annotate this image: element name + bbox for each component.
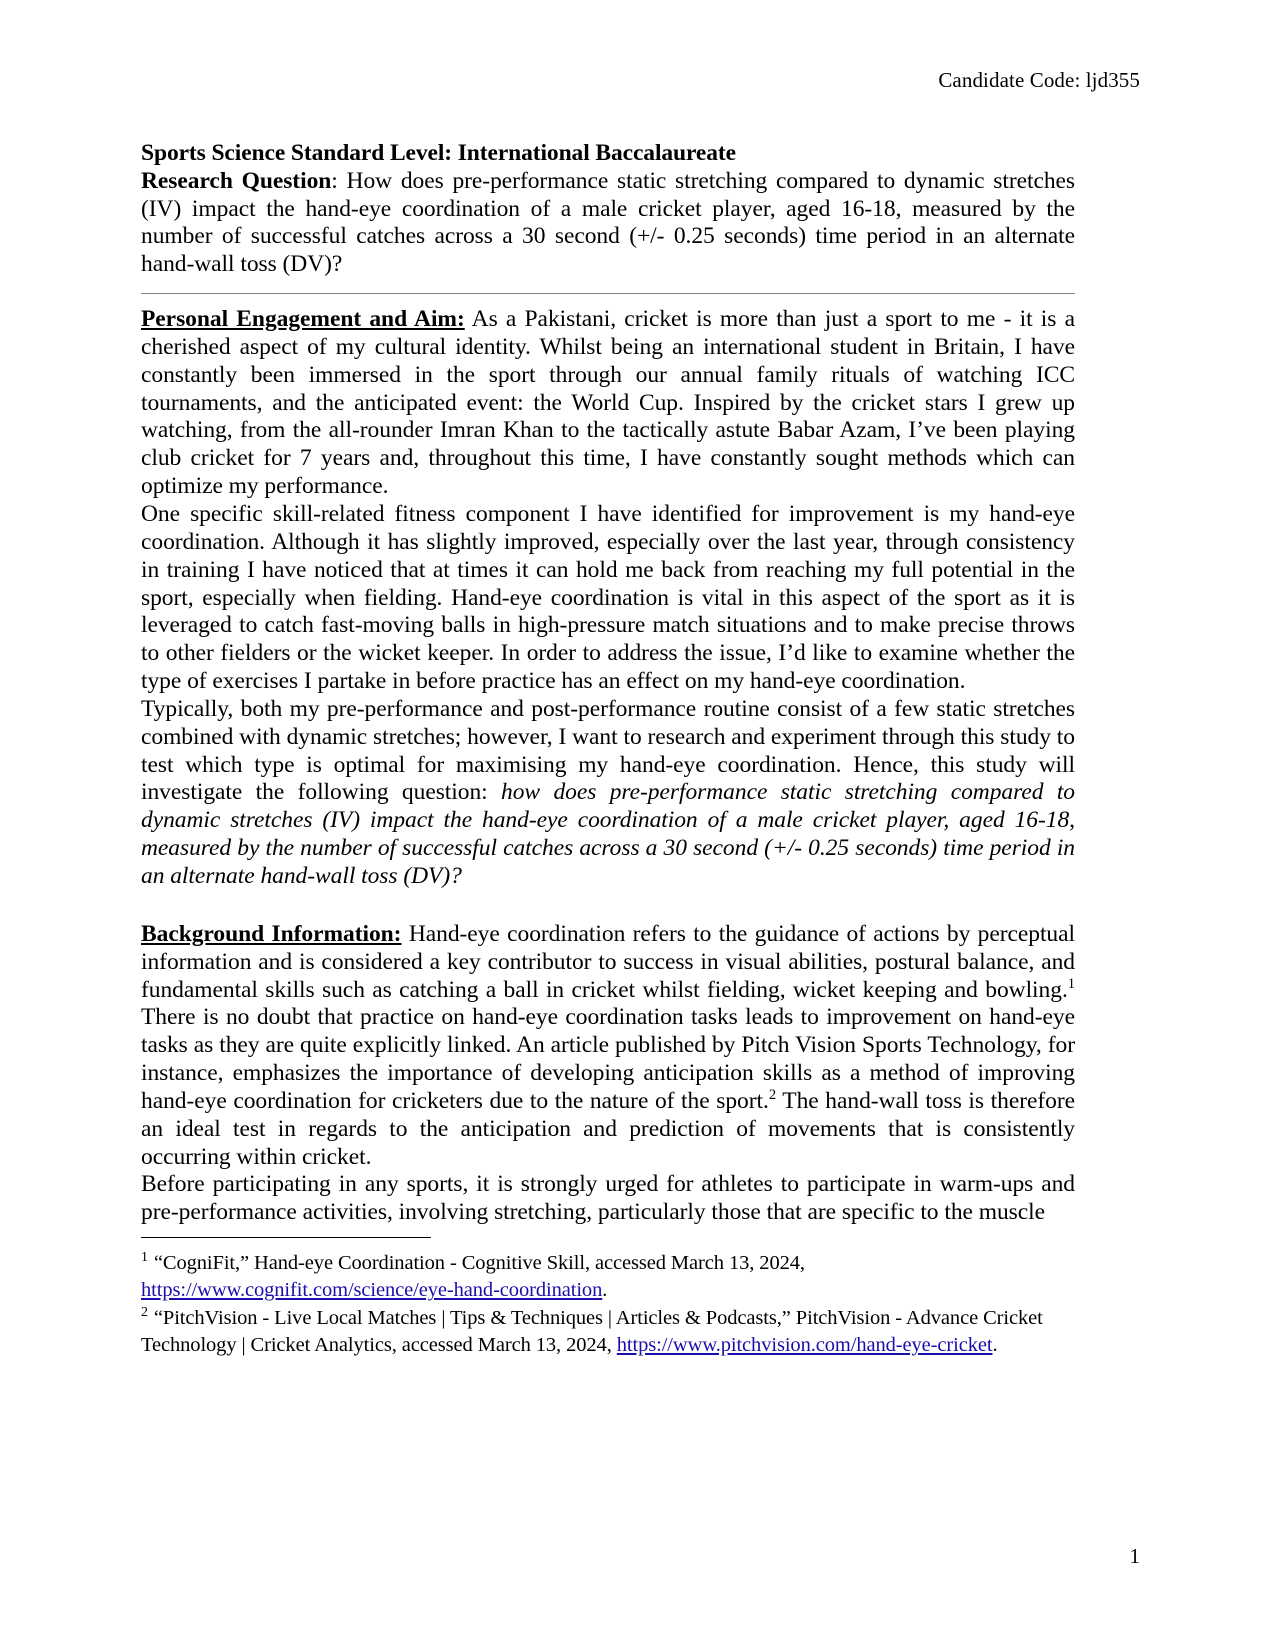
- footnote-item: [141, 1250, 1075, 1305]
- research-question-text: : How does pre-performance static stretching compared to dynamic stretches (IV) impact the hand-eye coordination of a male cricket player, aged 16-18, measured by the number of successful catches across a 30 second (+/- 0.25 seconds) time period in an alternate hand-wall toss (DV)?: [141, 167, 1076, 278]
- candidate-code-header: Candidate Code: ljd355: [938, 68, 1140, 92]
- footnote-reference-1[interactable]: 1: [1067, 975, 1075, 992]
- background-information-heading: Background Information:: [141, 920, 402, 947]
- footnote-text-1: “CogniFit,” Hand-eye Coordination - Cognitive Skill, accessed March 13, 2024,: [148, 1252, 805, 1274]
- personal-engagement-paragraph-1: [141, 306, 1075, 501]
- research-question-paragraph: [141, 168, 1075, 279]
- personal-engagement-heading: Personal Engagement and Aim:: [141, 306, 465, 333]
- footnote-number-2: 2: [141, 1305, 148, 1321]
- page-title: Sports Science Standard Level: International Baccalaureate: [141, 140, 736, 166]
- background-text-1a: Hand-eye coordination refers to the guidance of actions by perceptual information and is considered a key contributor to success in visual abilities, postural balance, and fundamental skills such as catching a ball in cricket whilst fielding, wicket keeping and bowling.: [141, 920, 1075, 1003]
- page-number: 1: [1129, 1544, 1140, 1568]
- footnote-link-pitchvision[interactable]: https://www.pitchvision.com/hand-eye-cricket: [616, 1334, 993, 1357]
- footnote-number-1: 1: [141, 1250, 148, 1266]
- personal-engagement-text-3a: Typically, both my pre-performance and post-performance routine consist of a few static stretches combined with dynamic stretches; however, I want to research and experiment through this study to test which type is optimal for maximising my hand-eye coordination. Hence, this study will investigate the following question:: [141, 695, 1075, 806]
- personal-engagement-text-1: As a Pakistani, cricket is more than just a sport to me - it is a cherished aspect of my cultural identity. Whilst being an international student in Britain, I have constantly been immersed in the sport through our annual family rituals of watching ICC tournaments, and the anticipated event: the World Cup. Inspired by the cricket stars I grew up watching, from the all-rounder Imran Khan to the tactically astute Babar Azam, I’ve been playing club cricket for 7 years and, throughout this time, I have constantly sought methods which can optimize my performance.: [141, 306, 1075, 500]
- background-text-1b: There is no doubt that practice on hand-eye coordination tasks leads to improvement on hand-eye tasks as they are quite explicitly linked. An article published by Pitch Vision Sports Technology, for instance, emphasizes the importance of developing anticipation skills as a method of improving hand-eye coordination for cricketers due to the nature of the sport.: [141, 1004, 1075, 1114]
- document-body: [141, 140, 1075, 1227]
- background-information-paragraph-1: [141, 921, 1075, 1172]
- personal-engagement-paragraph-3: [141, 696, 1075, 891]
- footnote-text-2: “PitchVision - Live Local Matches | Tips & Techniques | Articles & Podcasts,” PitchVision - Advance Cricket Technology | Cricket Analytics, accessed March 13, 2024,: [141, 1306, 1043, 1357]
- research-question-italic: how does pre-performance static stretching compared to dynamic stretches (IV) impact the hand-eye coordination of a male cricket player, aged 16-18, measured by the number of successful catches across a 30 second (+/- 0.25 seconds) time period in an alternate hand-wall toss (DV)?: [141, 779, 1076, 889]
- footnote-period-1: .: [602, 1279, 608, 1302]
- research-question-label: Research Question: [141, 167, 332, 194]
- section-spacer: [141, 891, 1075, 921]
- personal-engagement-paragraph-2: One specific skill-related fitness component I have identified for improvement is my hand-eye coordination. Although it has slightly improved, especially over the last year, through consistency in training I have noticed that at times it can hold me back from reaching my full potential in the sport, especially when fielding. Hand-eye coordination is vital in this aspect of the sport as it is leveraged to catch fast-moving balls in high-pressure match situations and to make precise throws to other fielders or the wicket keeper. In order to address the issue, I’d like to examine whether the type of exercises I partake in before practice has an effect on my hand-eye coordination.: [141, 501, 1075, 695]
- section-divider: [141, 293, 1075, 294]
- footnote-period-2: .: [992, 1334, 998, 1357]
- footnote-area: [141, 1237, 1075, 1360]
- background-information-paragraph-2: Before participating in any sports, it is strongly urged for athletes to participate in warm-ups and pre-performance activities, involving stretching, particularly those that are specific to the muscle: [141, 1171, 1075, 1226]
- footnote-item: [141, 1305, 1075, 1360]
- footnote-reference-2[interactable]: 2: [768, 1087, 777, 1104]
- background-text-1c: The hand-wall toss is therefore an ideal test in regards to the anticipation and prediction of movements that is consistently occurring within cricket.: [141, 1087, 1075, 1170]
- footnote-separator: [141, 1237, 431, 1238]
- footnote-link-cognifit[interactable]: https://www.cognifit.com/science/eye-hand-coordination: [141, 1279, 603, 1302]
